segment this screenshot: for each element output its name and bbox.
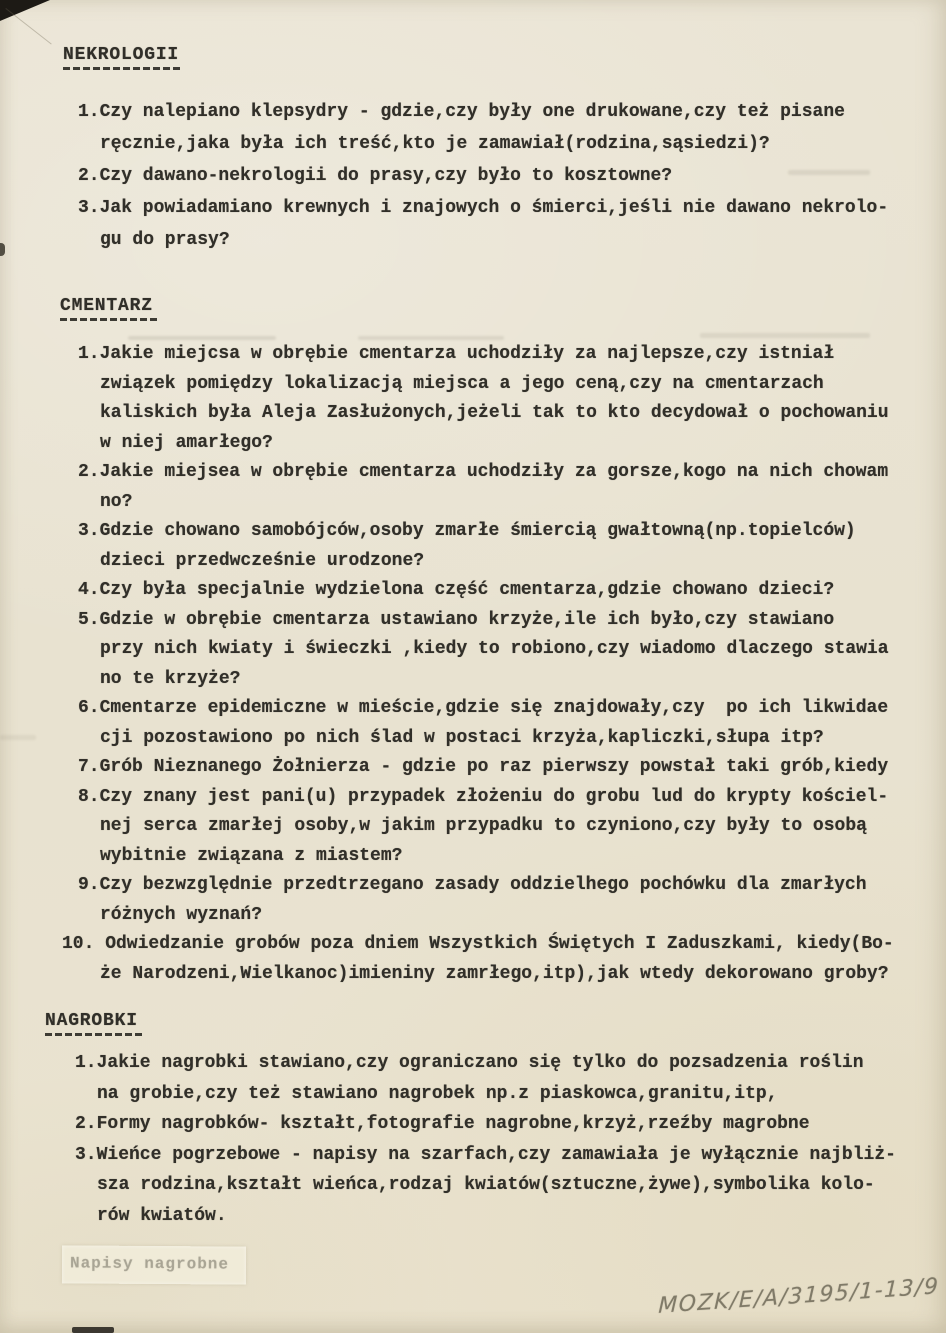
text-line: że Narodzeni,Wielkanoc)imieniny zamrłego,itp),jak wtedy dekorowano groby? xyxy=(100,963,889,984)
text-line: 2.Formy nagrobków- kształt,fotografie nagrobne,krzyż,rzeźby magrobne xyxy=(75,1114,810,1134)
text-line: 3.Jak powiadamiano krewnych i znajowych o śmierci,jeśli nie dawano nekrolo- xyxy=(78,198,889,218)
text-line: 2.Jakie miejsea w obrębie cmentarza uchodziły za gorsze,kogo na nich chowam xyxy=(78,462,889,482)
text-line: 3.Gdzie chowano samobójców,osoby zmarłe śmiercią gwałtowną(np.topielców) xyxy=(78,521,856,541)
text-line: 5.Gdzie w obrębie cmentarza ustawiano krzyże,ile ich było,czy stawiano xyxy=(78,609,835,630)
text-line: 6.Cmentarze epidemiczne w mieście,gdzie się znajdowały,czy po ich likwidae xyxy=(78,698,889,718)
text-line: 1.Jakie nagrobki stawiano,czy ograniczano się tylko do pozsadzenia roślin xyxy=(75,1053,864,1073)
text-line: cji pozostawiono po nich ślad w postaci krzyża,kapliczki,słupa itp? xyxy=(100,727,824,748)
text-line: 8.Czy znany jest pani(u) przypadek złożeniu do grobu lud do krypty kościel- xyxy=(78,786,889,807)
text-line: gu do prasy? xyxy=(100,230,230,250)
faded-correction-slip xyxy=(62,1245,246,1284)
section-heading: NEKROLOGII xyxy=(63,45,179,70)
text-line: nej serca zmarłej osoby,w jakim przypadku to czyniono,czy były to osobą xyxy=(100,816,867,836)
text-line: związek pomiędzy lokalizacją miejsca a jego ceną,czy na cmentarzach xyxy=(100,373,824,394)
text-line: w niej amarłego? xyxy=(100,432,273,453)
section-body xyxy=(0,1048,946,1231)
text-line: różnych wyznań? xyxy=(100,904,263,925)
section-heading: CMENTARZ xyxy=(60,296,153,321)
text-line: na grobie,czy też stawiano nagrobek np.z piaskowca,granitu,itp, xyxy=(97,1083,778,1104)
text-line: 1.Czy nalepiano klepsydry - gdzie,czy były one drukowane,czy też pisane xyxy=(78,102,845,122)
text-line: ręcznie,jaka była ich treść,kto je zamawiał(rodzina,sąsiedzi)? xyxy=(100,134,770,154)
text-line: 4.Czy była specjalnie wydzielona część cmentarza,gdzie chowano dzieci? xyxy=(78,580,835,600)
text-line: no? xyxy=(100,491,133,512)
text-line: no te krzyże? xyxy=(100,668,241,689)
text-line: sza rodzina,kształt wieńca,rodzaj kwiatów(sztuczne,żywe),symbolika kolo- xyxy=(97,1175,875,1195)
text-line: 7.Grób Nieznanego Żołnierza - gdzie po raz pierwszy powstał taki grób,kiedy xyxy=(78,757,889,777)
archive-number-handwritten: MOZK/E/A/3195/1-13/9 xyxy=(657,1274,940,1319)
text-line: 10. Odwiedzanie grobów poza dniem Wszystkich Świętych I Zaduszkami, kiedy(Bo- xyxy=(62,934,894,954)
text-line: 9.Czy bezwzględnie przedtrzegano zasady oddzielhego pochówku dla zmarłych xyxy=(78,875,867,895)
text-line: wybitnie związana z miastem? xyxy=(100,845,403,866)
text-line: 2.Czy dawano-nekrologii do prasy,czy było to kosztowne? xyxy=(78,166,673,186)
section-heading: NAGROBKI xyxy=(45,1011,138,1036)
text-line: kaliskich była Aleja Zasłużonych,jeżeli tak to kto decydował o pochowaniu xyxy=(100,403,889,423)
text-line: 1.Jakie miejcsa w obrębie cmentarza uchodziły za najlepsze,czy istniał xyxy=(78,344,835,364)
text-line: dzieci przedwcześnie urodzone? xyxy=(100,550,425,571)
text-line: 3.Wieńce pogrzebowe - napisy na szarfach,czy zamawiała je wyłącznie najbliż- xyxy=(75,1144,896,1165)
text-line: rów kwiatów. xyxy=(97,1205,227,1226)
faded-slip-text: Napisy nagrobne xyxy=(69,1254,230,1274)
text-line: przy nich kwiaty i świeczki ,kiedy to robiono,czy wiadomo dlaczego stawia xyxy=(100,639,889,659)
